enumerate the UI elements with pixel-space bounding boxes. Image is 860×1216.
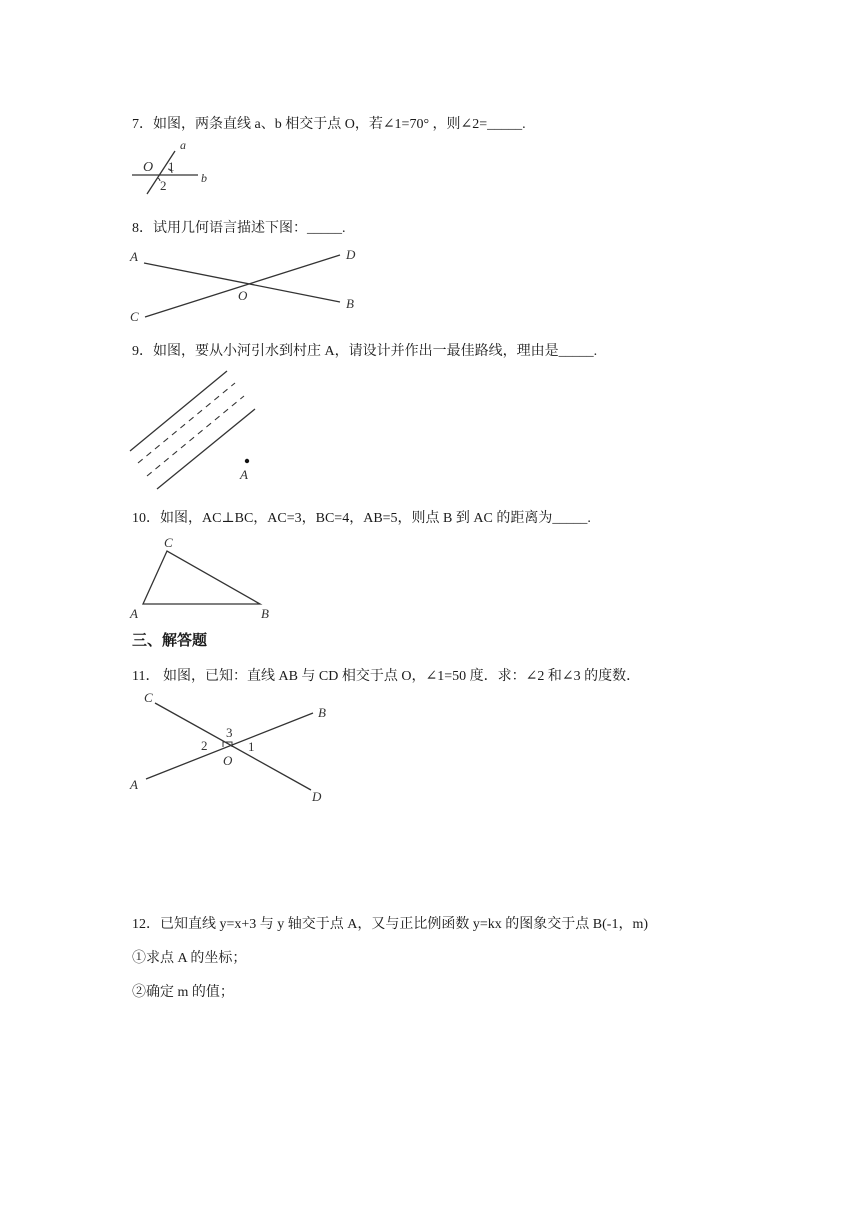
label-B: B [346,296,354,311]
question-10-text: 10．如图，AC⊥BC，AC=3，BC=4，AB=5，则点 B 到 AC 的距离为_____. [132,511,591,526]
question-12-sub-1: ①求点 A 的坐标； [132,951,247,966]
label-angle-3: 3 [226,725,233,740]
label-angle-1: 1 [168,159,175,174]
label-a: a [180,138,186,152]
line-ab [146,713,313,779]
label-C: C [144,690,153,705]
question-12-sub-2: ②确定 m 的值； [132,985,234,1000]
label-B: B [261,606,269,621]
label-C: C [130,309,139,324]
label-B: B [318,705,326,720]
label-o: O [143,160,154,175]
label-C: C [164,535,173,550]
question-9-text: 9．如图，要从小河引水到村庄 A，请设计并作出一最佳路线，理由是_____. [132,344,598,359]
label-A: A [130,606,138,621]
section-3-heading: 三、解答题 [132,631,208,649]
label-angle-1: 1 [248,739,255,754]
label-angle-2: 2 [201,738,208,753]
label-angle-2: 2 [160,178,167,193]
question-11-text: 11． 如图，已知：直线 AB 与 CD 相交于点 O，∠1=50 度．求：∠2 和∠3 的度数． [132,669,641,684]
label-A: A [240,467,248,482]
question-12-text: 12．已知直线 y=x+3 与 y 轴交于点 A，又与正比例函数 y=kx 的图象交于点 B(-1，m) [132,917,649,932]
line-cd [155,703,311,790]
label-D: D [346,247,356,262]
label-O: O [238,288,248,303]
question-8-text: 8．试用几何语言描述下图：_____. [132,221,346,236]
label-O: O [223,753,233,768]
label-A: A [130,777,138,792]
label-A: A [130,249,138,264]
label-D: D [312,789,322,804]
label-b: b [201,171,207,185]
question-7-text: 7．如图，两条直线 a、b 相交于点 O，若∠1=70° ，则∠2=_____. [132,117,526,132]
